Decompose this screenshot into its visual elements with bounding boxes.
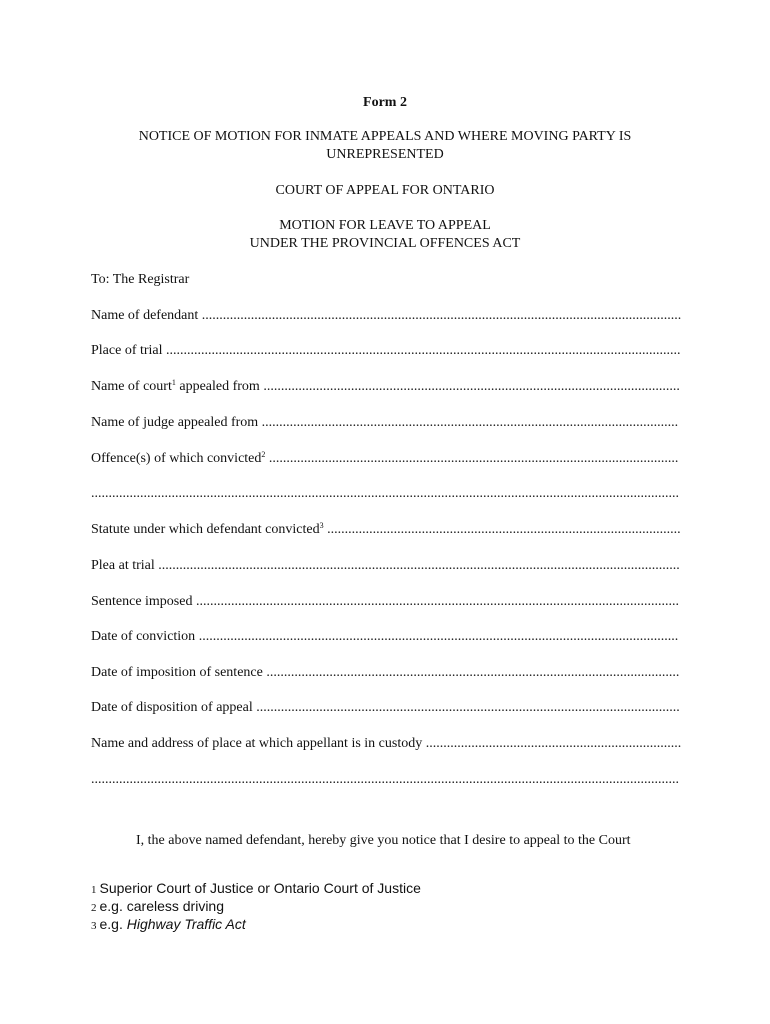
footnote-number: 1 xyxy=(91,884,97,896)
fill-in-line[interactable]: ....................................................................................................................... xyxy=(263,379,680,394)
fill-in-line[interactable]: ..................................................................................................... xyxy=(327,522,681,537)
field-date-of-imposition[interactable] xyxy=(91,664,681,682)
addressee: To: The Registrar xyxy=(91,272,190,287)
field-label: Plea at trial xyxy=(91,558,155,573)
fill-in-line[interactable]: ......................................................................................................................... xyxy=(256,700,680,715)
field-plea-at-trial[interactable] xyxy=(91,557,681,575)
field-defendant-name[interactable] xyxy=(91,307,681,325)
field-label: Name of judge appealed from xyxy=(91,415,259,430)
field-court-appealed-from[interactable] xyxy=(91,378,681,396)
footnote-ref-1: 1 xyxy=(171,378,176,387)
fill-in-line[interactable]: ...................................................................................................................... xyxy=(266,665,680,680)
footnote-2 xyxy=(91,897,224,917)
field-sentence-imposed[interactable] xyxy=(91,593,681,611)
field-judge-appealed-from[interactable] xyxy=(91,414,681,432)
footnote-text: Superior Court of Justice or Ontario Court of Justice xyxy=(99,880,421,896)
field-label: Place of trial xyxy=(91,343,163,358)
footnote-1 xyxy=(91,879,421,899)
field-label: Date of imposition of sentence xyxy=(91,665,263,680)
field-custody-place[interactable] xyxy=(91,735,681,753)
field-label: Name of defendant xyxy=(91,308,199,323)
fill-in-line[interactable]: ........................................................................................................................................................................ xyxy=(91,486,679,501)
field-label: Offence(s) of which convicted xyxy=(91,451,262,466)
form-label: Form 2 xyxy=(363,95,407,110)
form-heading-line-1: NOTICE OF MOTION FOR INMATE APPEALS AND WHERE MOVING PARTY IS xyxy=(138,129,632,144)
footnote-text xyxy=(100,916,246,932)
field-date-of-disposition[interactable] xyxy=(91,699,681,717)
motion-title-line-1: MOTION FOR LEAVE TO APPEAL xyxy=(279,218,491,233)
fill-in-line[interactable]: ....................................................................................................................... xyxy=(261,415,679,430)
field-label: Date of disposition of appeal xyxy=(91,700,253,715)
field-place-of-trial[interactable] xyxy=(91,342,681,360)
footnote-text: e.g. careless driving xyxy=(99,898,225,914)
field-label: Name and address of place at which appellant is in custody xyxy=(91,736,423,751)
fill-in-line[interactable]: ................................................................................................................................................... xyxy=(166,343,681,358)
footnote-ref-3: 3 xyxy=(319,521,324,530)
fill-in-line[interactable]: ......................................................................................................................................... xyxy=(201,308,681,323)
motion-title-line-2: UNDER THE PROVINCIAL OFFENCES ACT xyxy=(249,236,521,251)
court-name: COURT OF APPEAL FOR ONTARIO xyxy=(275,183,495,198)
field-statute[interactable] xyxy=(91,521,681,539)
field-label: Statute under which defendant convicted xyxy=(91,522,320,537)
notice-paragraph: I, the above named defendant, hereby give you notice that I desire to appeal to the Court xyxy=(136,833,631,848)
field-offences-continuation[interactable] xyxy=(91,485,681,503)
fill-in-line[interactable]: ......................................................................................................................................... xyxy=(198,629,679,644)
field-label: Date of conviction xyxy=(91,629,196,644)
fill-in-line[interactable]: ..................................................................................................................................................... xyxy=(158,558,680,573)
field-custody-continuation[interactable] xyxy=(91,771,681,789)
statute-name: Highway Traffic Act xyxy=(126,916,246,932)
fill-in-line[interactable]: ......................................................................... xyxy=(425,736,681,751)
fill-in-line[interactable]: ..................................................................................................................... xyxy=(268,451,679,466)
fill-in-line[interactable]: ........................................................................................................................................................................ xyxy=(91,772,679,787)
form-heading-line-2: UNREPRESENTED xyxy=(326,147,444,162)
footnote-number: 2 xyxy=(91,902,97,914)
field-label: Sentence imposed xyxy=(91,594,193,609)
field-offences[interactable] xyxy=(91,450,681,468)
fill-in-line[interactable]: .......................................................................................................................................... xyxy=(195,594,679,609)
footnote-prefix: e.g. xyxy=(99,916,127,932)
field-label: Name of court xyxy=(91,379,172,394)
field-date-of-conviction[interactable] xyxy=(91,628,681,646)
field-label: appealed from xyxy=(175,379,260,394)
footnote-number: 3 xyxy=(91,920,97,932)
footnote-3 xyxy=(91,915,246,935)
footnote-ref-2: 2 xyxy=(261,450,266,459)
